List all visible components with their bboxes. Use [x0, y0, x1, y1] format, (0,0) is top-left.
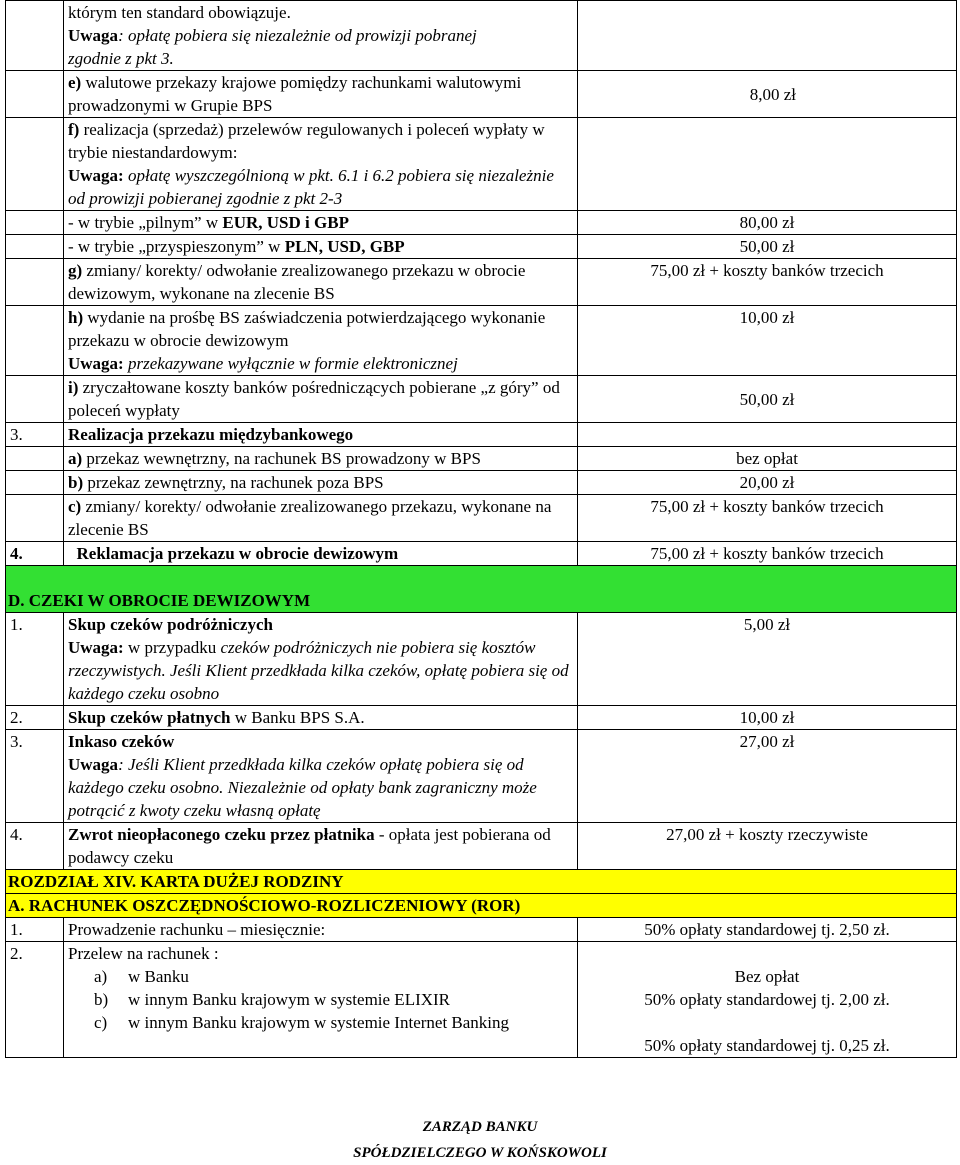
table-row: [5, 423, 957, 447]
desc-cell: [64, 613, 578, 705]
num-cell: [6, 211, 64, 234]
fee-cell: bez opłat: [736, 449, 798, 468]
note-text: opłatę wyszczególnioną w pkt. 6.1 i 6.2 pobiera się niezależnie od prowizji pobieranej zgodnie z pkt 2-3: [68, 166, 554, 208]
table-row: [5, 118, 957, 211]
desc-cell: [64, 235, 578, 258]
list-item: [68, 988, 573, 1011]
fee-cell: 5,00 zł: [743, 615, 791, 634]
fee-cell: 27,00 zł + koszty rzeczywiste: [666, 825, 868, 844]
item-text: - opłata jest pobierana od podawcy czeku: [68, 825, 551, 867]
list-item: [68, 1011, 573, 1034]
num-cell: [6, 495, 64, 541]
item-text: przekaz wewnętrzny, na rachunek BS prowadzony w BPS: [82, 449, 481, 468]
fee-cell: [578, 118, 956, 210]
uwaga-label: Uwaga:: [68, 166, 124, 185]
section-title: A. RACHUNEK OSZCZĘDNOŚCIOWO-ROZLICZENIOWY (ROR): [8, 896, 521, 915]
table-row: [5, 471, 957, 495]
footer-line-1: ZARZĄD BANKU: [422, 1119, 538, 1135]
fee-cell: 10,00 zł: [739, 708, 795, 727]
fee-cell: 10,00 zł: [739, 308, 795, 327]
fee-cell: [578, 423, 956, 446]
desc-cell: [64, 942, 578, 1057]
fee-table: [5, 0, 957, 1058]
num-cell: [6, 235, 64, 258]
desc-cell: [64, 447, 578, 470]
list-item: [68, 965, 573, 988]
table-row: [5, 71, 957, 118]
num-cell: [6, 118, 64, 210]
num-cell: 3.: [6, 423, 64, 446]
uwaga-label: Uwaga: [68, 755, 119, 774]
num-cell: [6, 1, 64, 70]
num-cell: 3.: [6, 730, 64, 822]
table-row: [5, 942, 957, 1058]
item-tag: b): [68, 473, 84, 492]
table-row: [5, 542, 957, 566]
note-text: : opłatę pobiera się niezależnie od prowizji pobranej: [118, 26, 477, 45]
section-title: Realizacja przekazu międzybankowego: [64, 423, 578, 446]
num-cell: 2.: [6, 942, 64, 1057]
desc-cell: [64, 306, 578, 375]
table-row: [5, 376, 957, 423]
currency-list: EUR, USD i GBP: [222, 213, 349, 232]
desc-cell: [64, 471, 578, 494]
num-cell: 2.: [6, 706, 64, 729]
table-row: [5, 918, 957, 942]
fee-cell: 50,00 zł: [739, 237, 795, 256]
fee-cell: 20,00 zł: [739, 473, 795, 492]
fee-cell: 75,00 zł + koszty banków trzecich: [650, 497, 884, 516]
uwaga-label: Uwaga:: [68, 354, 124, 373]
num-cell: [6, 306, 64, 375]
line: zgodnie z pkt 3.: [68, 49, 174, 68]
currency-list: PLN, USD, GBP: [284, 237, 405, 256]
item-text: - w trybie „przyspieszonym” w: [68, 237, 285, 256]
desc-cell: [64, 823, 578, 869]
note-text: czeków podróżniczych nie pobiera się kosztów rzeczywistych. Jeśli Klient przedkłada kilka czeków, opłatę pobiera się od każdego czeku osobno: [68, 638, 569, 703]
fee-cell: 8,00 zł: [749, 84, 796, 104]
fee-value: 50% opłaty standardowej tj. 2,00 zł.: [644, 990, 890, 1009]
item-title: Zwrot nieopłaconego czeku przez płatnika: [68, 825, 375, 844]
table-row: [5, 306, 957, 376]
table-row: [5, 259, 957, 306]
table-row: [5, 235, 957, 259]
desc-cell: [64, 706, 578, 729]
num-cell: [6, 447, 64, 470]
item-text: zmiany/ korekty/ odwołanie zrealizowanego przekazu, wykonane na zlecenie BS: [68, 497, 552, 539]
desc-cell: [64, 118, 578, 210]
line: [68, 24, 573, 47]
item-tag: h): [68, 308, 84, 327]
table-row: [5, 706, 957, 730]
table-row: [5, 730, 957, 823]
num-cell: 4.: [6, 542, 64, 565]
item-tag: c): [68, 497, 82, 516]
num-cell: [6, 471, 64, 494]
table-row: [5, 211, 957, 235]
note-text: : Jeśli Klient przedkłada kilka czeków opłatę pobiera się od każdego czeku osobno. Niezależnie od opłaty bank zagraniczny może potrącić z kwoty czeku własną opłatę: [68, 755, 537, 820]
num-cell: [6, 376, 64, 422]
num-cell: [6, 259, 64, 305]
item-tag: a): [94, 967, 108, 986]
chapter-header: [5, 870, 957, 894]
item-tag: c): [94, 1013, 108, 1032]
item-text: zryczałtowane koszty banków pośredniczących pobierane „z góry” od poleceń wypłaty: [68, 378, 560, 420]
item-text: Przelew na rachunek :: [68, 944, 219, 963]
item-text: w innym Banku krajowym w systemie ELIXIR: [128, 990, 451, 1009]
desc-cell: [64, 1, 578, 70]
desc-cell: [64, 71, 578, 117]
table-row: [5, 823, 957, 870]
line: którym ten standard obowiązuje.: [68, 3, 291, 22]
num-cell: 1.: [6, 613, 64, 705]
desc-cell: Prowadzenie rachunku – miesięcznie:: [64, 918, 578, 941]
item-tag: b): [94, 990, 109, 1009]
fee-cell: 75,00 zł + koszty banków trzecich: [650, 544, 884, 563]
item-text: walutowe przekazy krajowe pomiędzy rachunkami walutowymi prowadzonymi w Grupie BPS: [68, 73, 522, 115]
num-cell: 4.: [6, 823, 64, 869]
fee-cell: 50% opłaty standardowej tj. 2,50 zł.: [644, 920, 890, 939]
table-row: [5, 447, 957, 471]
item-text: - w trybie „pilnym” w: [68, 213, 223, 232]
item-tag: a): [68, 449, 83, 468]
item-text: wydanie na prośbę BS zaświadczenia potwierdzającego wykonanie przekazu w obrocie dewizowym: [68, 308, 546, 350]
section-title: D. CZEKI W OBROCIE DEWIZOWYM: [8, 591, 311, 610]
item-text: w Banku BPS S.A.: [230, 708, 365, 727]
table-row: [5, 0, 957, 71]
fee-value: Bez opłat: [734, 967, 800, 986]
num-cell: 1.: [6, 918, 64, 941]
fee-value: 50% opłaty standardowej tj. 0,25 zł.: [644, 1036, 890, 1055]
item-text: w Banku: [128, 967, 189, 986]
note-text: w przypadku: [123, 638, 221, 657]
item-text: zmiany/ korekty/ odwołanie zrealizowanego przekazu w obrocie dewizowym, wykonane na zlecenie BS: [68, 261, 526, 303]
desc-cell: [64, 259, 578, 305]
footer-line-2: SPÓŁDZIELCZEGO W KOŃSKOWOLI: [353, 1145, 607, 1161]
table-row: [5, 613, 957, 706]
fee-cell: 80,00 zł: [739, 213, 795, 232]
desc-cell: [64, 730, 578, 822]
item-tag: i): [68, 378, 79, 397]
fee-cell: 75,00 zł + koszty banków trzecich: [650, 261, 884, 280]
chapter-title: ROZDZIAŁ XIV. KARTA DUŻEJ RODZINY: [8, 872, 344, 891]
fee-cell: [578, 1, 956, 70]
section-header-a: [5, 894, 957, 918]
section-header-d: [5, 566, 957, 613]
fee-cell: 50,00 zł: [739, 389, 795, 409]
table-row: [5, 495, 957, 542]
item-tag: e): [68, 73, 82, 92]
num-cell: [6, 71, 64, 117]
desc-cell: [64, 376, 578, 422]
item-text: realizacja (sprzedaż) przelewów regulowanych i poleceń wypłaty w trybie niestandardowym:: [68, 120, 545, 162]
desc-cell: [64, 495, 578, 541]
note-text: przekazywane wyłącznie w formie elektronicznej: [123, 354, 458, 373]
item-text: przekaz zewnętrzny, na rachunek poza BPS: [83, 473, 384, 492]
fee-cell: [578, 942, 956, 1057]
item-text: w innym Banku krajowym w systemie Internet Banking: [128, 1013, 510, 1032]
item-title: Inkaso czeków: [68, 732, 175, 751]
section-title: Reklamacja przekazu w obrocie dewizowym: [64, 542, 578, 565]
item-tag: f): [68, 120, 80, 139]
uwaga-label: Uwaga: [68, 26, 119, 45]
item-title: Skup czeków płatnych: [68, 708, 231, 727]
item-tag: g): [68, 261, 83, 280]
fee-cell: 27,00 zł: [739, 732, 795, 751]
item-title: Skup czeków podróżniczych: [68, 615, 273, 634]
uwaga-label: Uwaga:: [68, 638, 124, 657]
desc-cell: [64, 211, 578, 234]
